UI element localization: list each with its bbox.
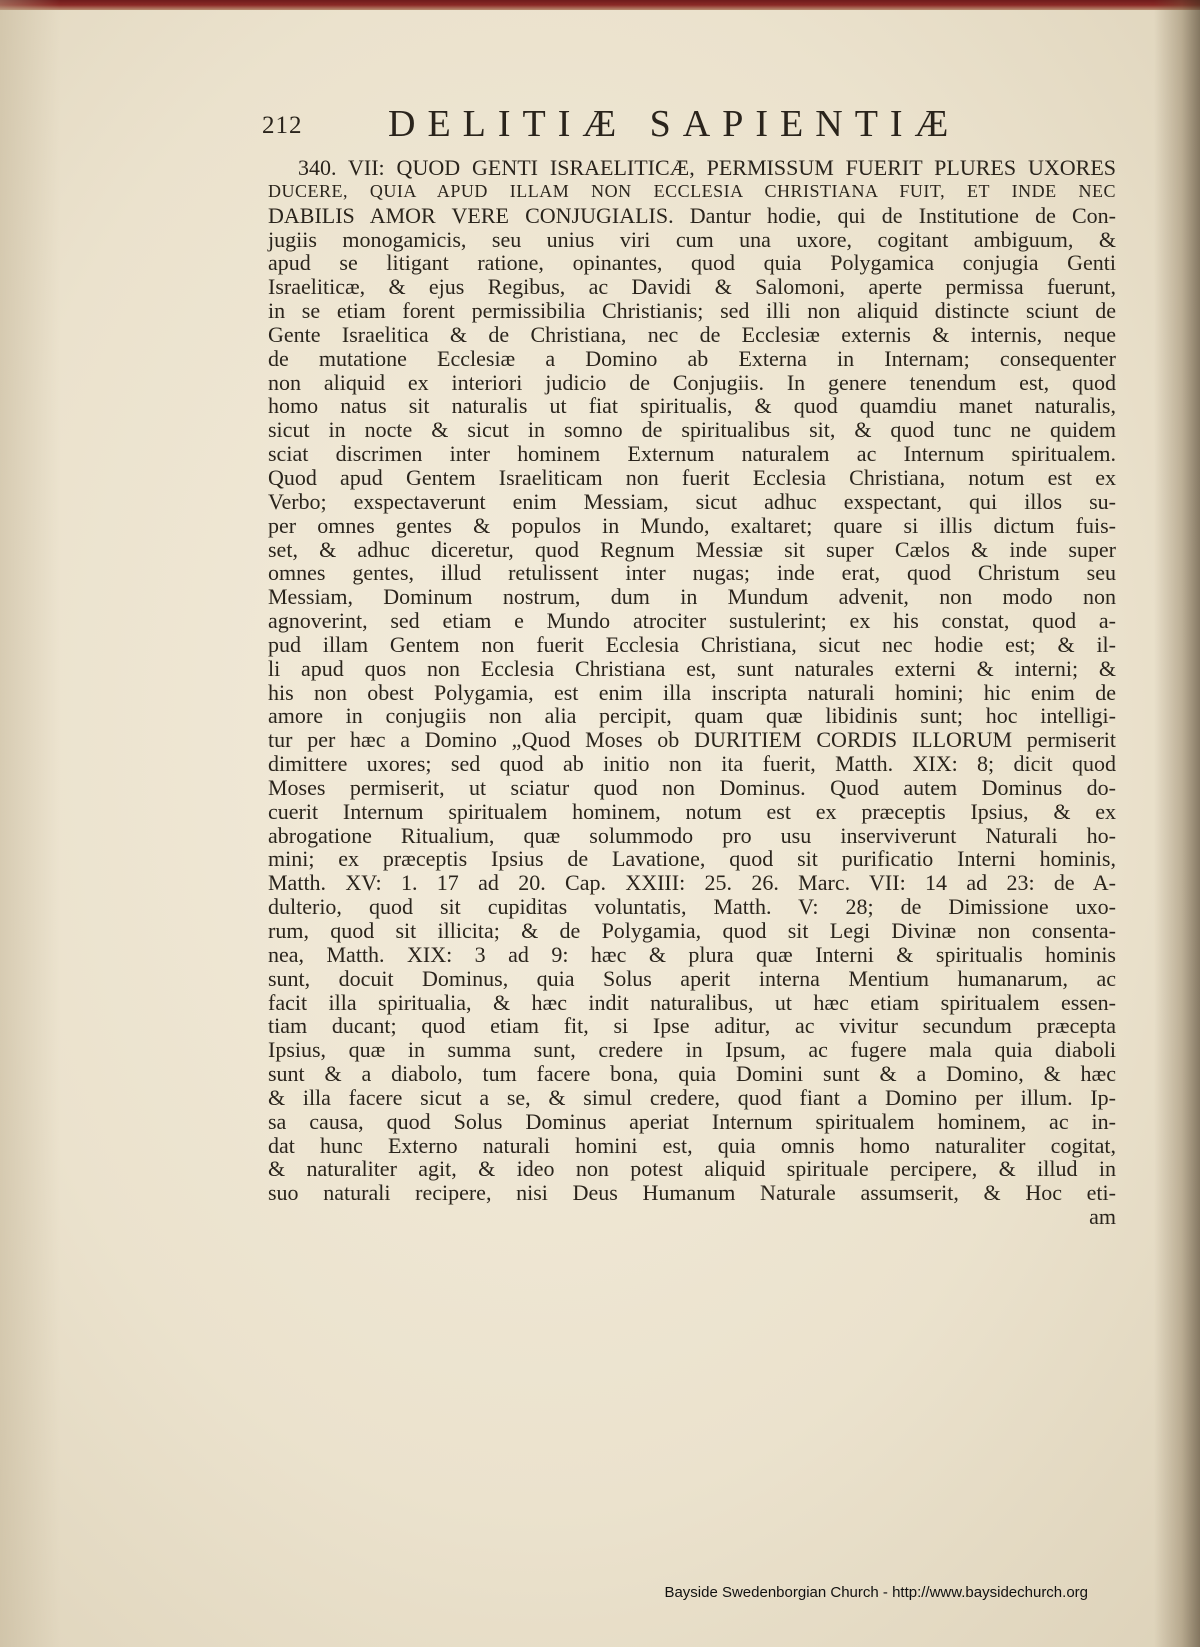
text-line: in se etiam forent permissibilia Christianis; sed illi non aliquid distincte sciunt de (268, 298, 1116, 324)
text-line: sunt, docuit Dominus, quia Solus aperit interna Mentium humanarum, ac (268, 965, 1116, 991)
running-title: DELITIÆ SAPIENTIÆ (388, 103, 961, 145)
page-top-edge (0, 0, 1200, 10)
text-line: nea, Matth. XIX: 3 ad 9: hæc & plura quæ Interni & spiritualis hominis (268, 941, 1116, 967)
running-header (262, 102, 1022, 146)
text-line: suo naturali recipere, nisi Deus Humanum Naturale assumserit, & Hoc eti- (268, 1180, 1116, 1206)
body-text (268, 156, 1116, 1229)
text-line: homo natus sit naturalis ut fiat spiritualis, & quod quamdiu manet naturalis, (268, 393, 1116, 419)
text-line: sciat discrimen inter hominem Externum naturalem ac Internum spiritualem. (268, 441, 1116, 467)
text-line: Gente Israelitica & de Christiana, nec de Ecclesiæ externis & internis, neque (268, 321, 1116, 347)
text-line: jugiis monogamicis, seu unius viri cum una uxore, cogitant ambiguum, & (268, 226, 1116, 252)
text-line: Israeliticæ, & ejus Regibus, ac Davidi & Salomoni, aperte permissa fuerunt, (268, 274, 1116, 300)
page-gutter-shadow (1154, 0, 1200, 1647)
text-line: & naturaliter agit, & ideo non potest aliquid spirituale percipere, & illud in (268, 1156, 1116, 1182)
text-line: his non obest Polygamia, est enim illa inscripta naturali homini; hic enim de (268, 679, 1116, 705)
text-line: Quod apud Gentem Israeliticam non fuerit Ecclesia Christiana, notum est ex (268, 464, 1116, 490)
page-number: 212 (262, 112, 303, 139)
text-line: apud se litigant ratione, opinantes, quod quia Polygamica conjugia Genti (268, 250, 1116, 276)
text-line: Matth. XV: 1. 17 ad 20. Cap. XXIII: 25. 26. Marc. VII: 14 ad 23: de A- (268, 870, 1116, 896)
text-line: sunt & a diabolo, tum facere bona, quia Domini sunt & a Domino, & hæc (268, 1061, 1116, 1087)
text-line: de mutatione Ecclesiæ a Domino ab Externa in Internam; consequenter (268, 345, 1116, 371)
text-line: Messiam, Dominum nostrum, dum in Mundum advenit, non modo non (268, 584, 1116, 610)
text-line: pud illam Gentem non fuerit Ecclesia Christiana, sicut nec hodie est; & il- (268, 631, 1116, 657)
text-line: facit illa spiritualia, & hæc indit naturalibus, ut hæc etiam spiritualem essen- (268, 989, 1116, 1015)
text-line: DABILIS AMOR VERE CONJUGIALIS. Dantur hodie, qui de Institutione de Con- (268, 202, 1116, 228)
text-line: per omnes gentes & populos in Mundo, exaltaret; quare si illis dictum fuis- (268, 512, 1116, 538)
text-line: 340. VII: QUOD GENTI ISRAELITICÆ, PERMISSUM FUERIT PLURES UXORES (298, 155, 1116, 180)
text-line: mini; ex præceptis Ipsius de Lavatione, quod sit purificatio Interni hominis, (268, 846, 1116, 872)
text-line: Moses permiserit, ut sciatur quod non Dominus. Quod autem Dominus do- (268, 774, 1116, 800)
text-line: rum, quod sit illicita; & de Polygamia, quod sit Legi Divinæ non consenta- (268, 918, 1116, 943)
text-line: non aliquid ex interiori judicio de Conjugiis. In genere tenendum est, quod (268, 369, 1116, 395)
text-line: sicut in nocte & sicut in somno de spiritualibus sit, & quod tunc ne quidem (268, 417, 1116, 443)
text-line: cuerit Internum spiritualem hominem, notum est ex præceptis Ipsius, & ex (268, 798, 1116, 824)
text-line: tiam ducant; quod etiam fit, si Ipse aditur, ac vivitur secundum præcepta (268, 1013, 1116, 1039)
page-left-tint (0, 0, 60, 1647)
text-line: Verbo; exspectaverunt enim Messiam, sicut adhuc exspectant, qui illos su- (268, 488, 1116, 514)
text-line: set, & adhuc diceretur, quod Regnum Messiæ sit super Cælos & inde super (268, 536, 1116, 562)
text-line: DUCERE, QUIA APUD ILLAM NON ECCLESIA CHRISTIANA FUIT, ET INDE NEC (268, 180, 1116, 201)
text-line: abrogatione Ritualium, quæ solummodo pro usu inserviverunt Naturali ho- (268, 822, 1116, 848)
catchword: am (1089, 1204, 1116, 1230)
text-line: tur per hæc a Domino „Quod Moses ob DURITIEM CORDIS ILLORUM permiserit (268, 727, 1116, 753)
text-line: amore in conjugiis non alia percipit, quam quæ libidinis sunt; hoc intelligi- (268, 703, 1116, 729)
text-line: agnoverint, sed etiam e Mundo atrociter sustulerint; ex his constat, quod a- (268, 608, 1116, 634)
text-line: li apud quos non Ecclesia Christiana est, sunt naturales externi & interni; & (268, 655, 1116, 681)
text-line: Ipsius, quæ in summa sunt, credere in Ipsum, ac fugere mala quia diaboli (268, 1037, 1116, 1063)
text-line: dulterio, quod sit cupiditas voluntatis, Matth. V: 28; de Dimissione uxo- (268, 894, 1116, 920)
text-line: omnes gentes, illud retulissent inter nugas; inde erat, quod Christum seu (268, 560, 1116, 586)
text-line: & illa facere sicut a se, & simul credere, quod fiant a Domino per illum. Ip- (268, 1084, 1116, 1110)
text-line: dat hunc Externo naturali homini est, quia omnis homo naturaliter cogitat, (268, 1132, 1116, 1158)
text-line: sa causa, quod Solus Dominus aperiat Internum spiritualem hominem, ac in- (268, 1108, 1116, 1134)
text-line: dimittere uxores; sed quod ab initio non ita fuerit, Matth. XIX: 8; dicit quod (268, 751, 1116, 777)
footer-credit: Bayside Swedenborgian Church - http://www.baysidechurch.org (664, 1584, 1088, 1601)
